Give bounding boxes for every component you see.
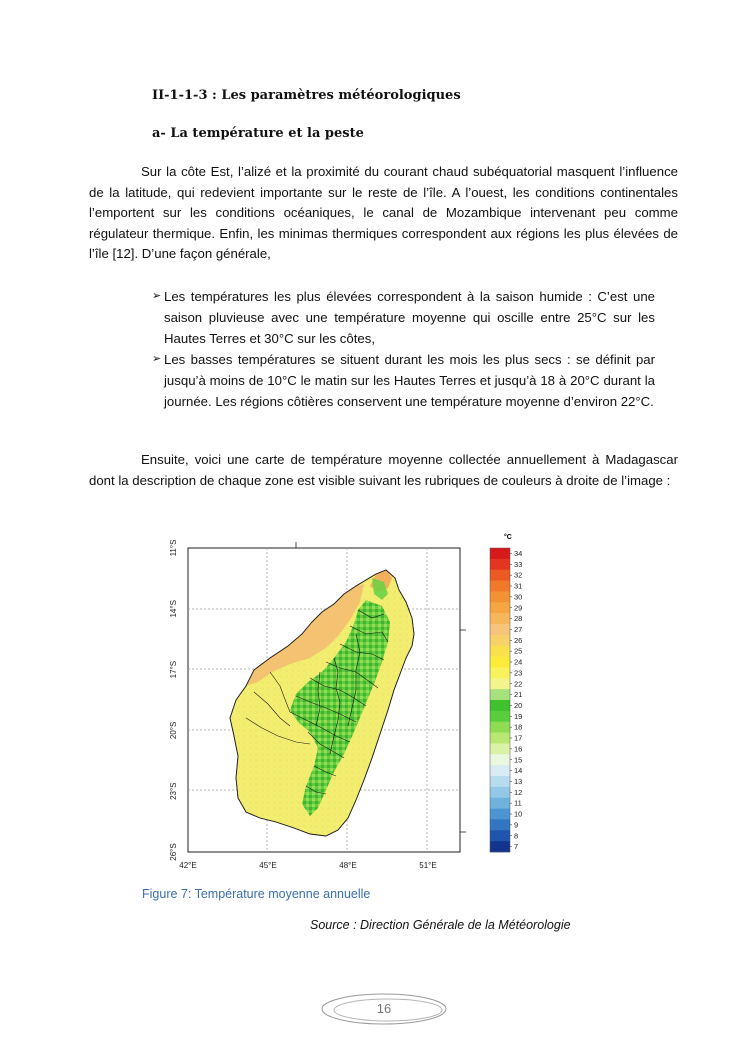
legend-swatch — [490, 591, 510, 602]
y-axis-ticks — [169, 540, 178, 861]
temperature-map-figure — [150, 522, 530, 874]
arrow-bullet-icon: ➢ — [152, 290, 162, 302]
y-tick-label: 11°S — [169, 539, 178, 557]
legend-value-label: 14 — [514, 766, 523, 776]
y-tick-label: 20°S — [169, 721, 178, 740]
legend-swatch — [490, 787, 510, 798]
legend-swatch — [490, 733, 510, 744]
legend-swatch — [490, 830, 510, 841]
bullet-text: Les températures les plus élevées correspondent à la saison humide : C’est une saison pluvieuse avec une température moyenne qui oscille entre 25°C sur les Hautes Terres et 30°C sur les côtes, — [164, 289, 655, 346]
legend-value-label: 27 — [514, 625, 523, 635]
legend-swatch — [490, 798, 510, 809]
y-tick-label: 17°S — [169, 660, 178, 679]
x-tick-label: 51°E — [419, 861, 437, 870]
legend-value-label: 20 — [514, 701, 523, 711]
legend-swatch — [490, 711, 510, 722]
figure-label: Figure 7 — [142, 887, 188, 901]
x-axis-ticks — [179, 861, 436, 870]
y-tick-label: 26°S — [169, 843, 178, 861]
x-tick-label: 45°E — [259, 861, 277, 870]
legend-swatch — [490, 667, 510, 678]
legend-value-label: 21 — [514, 690, 523, 700]
list-item — [152, 286, 655, 349]
legend-swatch — [490, 689, 510, 700]
legend-swatch — [490, 646, 510, 657]
page-number: 16 — [376, 1001, 392, 1016]
legend-swatch — [490, 657, 510, 668]
legend-value-label: 23 — [514, 668, 523, 678]
legend-swatch — [490, 581, 510, 592]
legend-value-label: 32 — [514, 570, 523, 580]
legend-value-label: 22 — [514, 679, 523, 689]
legend-swatch — [490, 635, 510, 646]
x-tick-label: 48°E — [339, 861, 357, 870]
legend-swatch — [490, 602, 510, 613]
legend-value-label: 12 — [514, 787, 523, 797]
legend-swatch — [490, 548, 510, 559]
paragraph-intro: Sur la côte Est, l’alizé et la proximité du courant chaud subéquatorial masquent l’influence de la latitude, qui redevient importante sur le reste de l’île. A l’ouest, les conditions continentales l’emportent sur les conditions océaniques, le canal de Mozambique intervenant peu comme régulateur thermique. Enfin, les minimas thermiques correspondent aux régions les plus élevées de l’île [12]. D’une façon générale, — [89, 164, 678, 261]
legend-swatch — [490, 559, 510, 570]
arrow-bullet-icon: ➢ — [152, 353, 162, 365]
legend-value-label: 30 — [514, 592, 523, 602]
color-legend — [490, 548, 522, 852]
legend-value-label: 9 — [514, 820, 519, 830]
legend-swatch — [490, 722, 510, 733]
legend-swatch — [490, 570, 510, 581]
legend-swatch — [490, 765, 510, 776]
legend-swatch — [490, 678, 510, 689]
subsection-heading: a- La température et la peste — [152, 126, 364, 141]
page-number-badge — [320, 992, 448, 1026]
legend-value-label: 34 — [514, 549, 523, 559]
legend-value-label: 24 — [514, 657, 523, 667]
legend-value-label: 8 — [514, 831, 519, 841]
paragraph-map-intro: Ensuite, voici une carte de température moyenne collectée annuellement à Madagascar dont la description de chaque zone est visible suivant les rubriques de couleurs à droite de l’image : — [89, 452, 678, 488]
legend-value-label: 15 — [514, 755, 523, 765]
x-tick-label: 42°E — [179, 861, 197, 870]
bullet-list — [152, 286, 655, 412]
legend-swatch — [490, 776, 510, 787]
legend-swatch — [490, 613, 510, 624]
figure-caption — [142, 887, 370, 901]
legend-value-label: 31 — [514, 581, 523, 591]
legend-value-label: 29 — [514, 603, 523, 613]
legend-value-label: 33 — [514, 559, 523, 569]
legend-value-label: 26 — [514, 635, 523, 645]
legend-value-label: 28 — [514, 614, 523, 624]
legend-value-label: 7 — [514, 842, 519, 852]
legend-value-label: 10 — [514, 809, 523, 819]
figure-title: : Température moyenne annuelle — [187, 887, 371, 901]
list-item — [152, 349, 655, 412]
legend-swatch — [490, 841, 510, 852]
legend-value-label: 13 — [514, 777, 523, 787]
legend-swatch — [490, 809, 510, 820]
legend-value-label: 19 — [514, 711, 523, 721]
legend-swatch — [490, 754, 510, 765]
legend-value-label: 11 — [514, 798, 522, 808]
legend-swatch — [490, 819, 510, 830]
section-heading: II-1-1-3 : Les paramètres météorologiques — [152, 88, 461, 103]
legend-value-label: 16 — [514, 744, 523, 754]
legend-unit-label: °C — [504, 534, 512, 541]
legend-swatch — [490, 700, 510, 711]
legend-value-label: 17 — [514, 733, 523, 743]
figure-source: Source : Direction Générale de la Météorologie — [310, 918, 571, 932]
legend-value-label: 18 — [514, 722, 523, 732]
legend-swatch — [490, 743, 510, 754]
y-tick-label: 23°S — [169, 782, 178, 800]
bullet-text: Les basses températures se situent durant les mois les plus secs : se définit par jusqu’à moins de 10°C le matin sur les Hautes Terres et jusqu’à 18 à 20°C durant la journée. Les régions côtières conservent une température moyenne d’environ 22°C. — [164, 352, 655, 409]
temperature-map — [150, 522, 530, 874]
y-tick-label: 14°S — [169, 600, 178, 618]
legend-value-label: 25 — [514, 646, 523, 656]
legend-swatch — [490, 624, 510, 635]
